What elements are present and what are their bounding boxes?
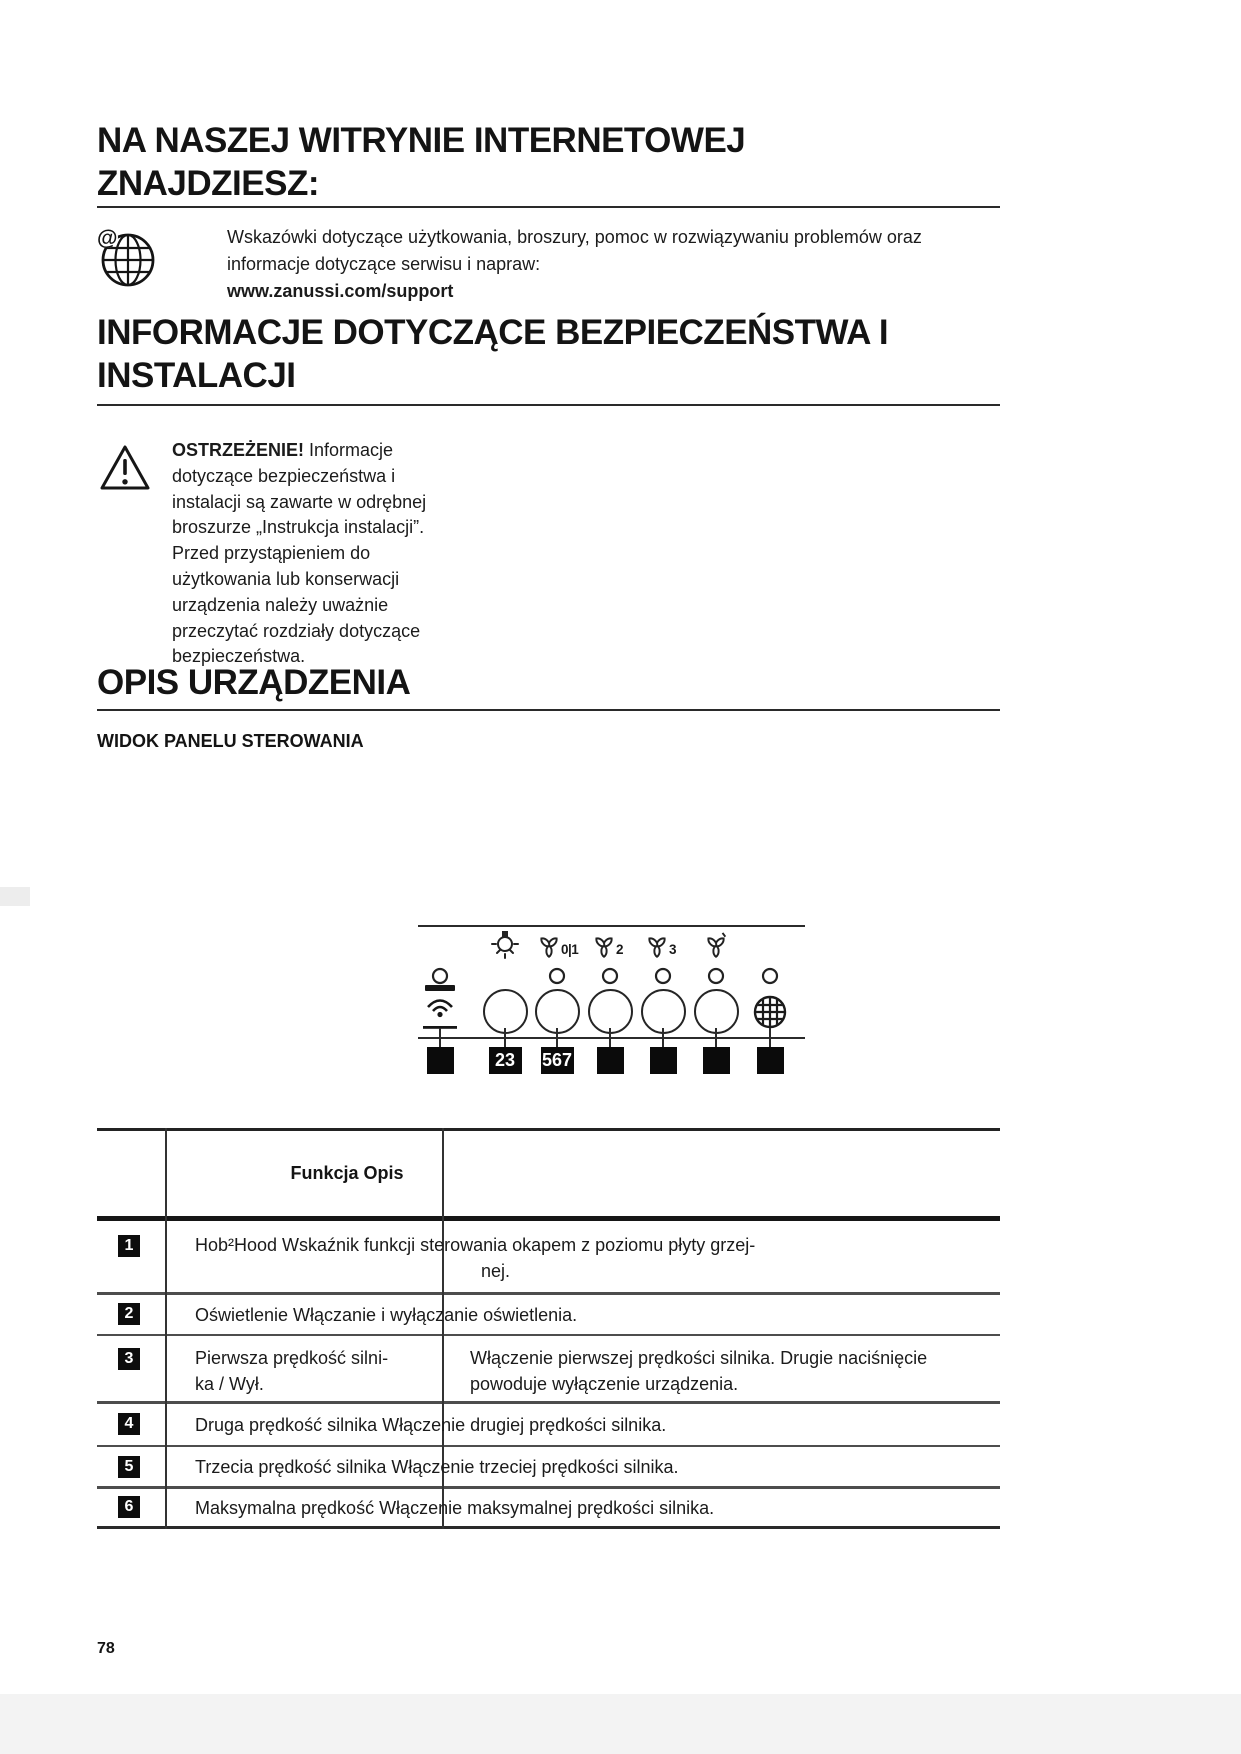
warning-line: użytkowania lub konserwacji [172,568,400,589]
fan-speed2-icon [590,932,623,960]
fan-speed1-label: 0|1 [561,942,579,957]
fan-speed3-icon [643,932,676,960]
fan-speed2-label: 2 [616,942,624,957]
max-speed-led [707,967,725,990]
speed2-led [601,967,619,990]
warning-triangle-icon [99,443,151,498]
callout-square-1 [427,1047,454,1074]
row-description-text: Włączenie pierwszej prędkości silnika. Drugie naciśnięcie powoduje wyłączenie urządzenia. [470,1348,928,1394]
page-number: 78 [97,1640,115,1657]
filter-led [761,967,779,990]
table-header-label: Funkcja Opis [290,1163,404,1183]
fan-max-speed-icon [702,932,730,960]
row-text: Druga prędkość silnika Włączenie drugiej prędkości silnika. [195,1414,667,1435]
table-row [97,1221,1000,1292]
svg-text:@: @ [97,227,118,250]
warning-line: przeczytać rozdziały dotyczące [172,620,421,641]
fan-speed1-icon [535,932,578,960]
title-line: INSTALACJI [97,356,296,395]
table-header-row [97,1131,1000,1216]
callout-line [556,1028,558,1048]
row-number-badge: 3 [118,1348,140,1370]
row-number-badge: 6 [118,1496,140,1518]
section-title-safety [97,311,888,397]
website-info-text [227,224,922,305]
support-url[interactable]: www.zanussi.com/support [227,281,454,301]
row-number-badge: 1 [118,1235,140,1257]
section-title-description: OPIS URZĄDZENIA [97,663,411,702]
warning-text [172,438,426,670]
table-border [97,1526,1000,1529]
light-bulb-icon [489,931,521,966]
row-text: Oświetlenie Włączanie i wyłączanie oświetlenia. [195,1304,578,1325]
table-row [97,1447,1000,1486]
row-number-badge: 2 [118,1303,140,1325]
title-line: NA NASZEJ WITRYNIE INTERNETOWEJ [97,121,746,160]
row-number-badge: 4 [118,1413,140,1435]
control-panel-diagram [418,925,808,1077]
callout-line [662,1028,664,1048]
row-function-text: Pierwsza prędkość silni- ka / Wył. [195,1348,389,1394]
warning-line: instalacji są zawarte w odrębnej [172,491,427,512]
callout-square-2: 23 [489,1047,522,1074]
warning-line: Przed przystąpieniem do [172,543,371,564]
fan-speed3-label: 3 [669,942,677,957]
warning-line: broszurze „Instrukcja instalacji”. [172,517,425,538]
warning-line: dotyczące bezpieczeństwa i [172,465,396,486]
section-divider [97,206,1000,208]
callout-line [715,1028,717,1048]
callout-line [769,1028,771,1048]
callout-line [609,1028,611,1048]
row-text: Hob²Hood Wskaźnik funkcji sterowania okapem z poziomu płyty grzej- nej. [195,1235,756,1281]
speed1-led [548,967,566,990]
globe-at-icon [95,224,155,295]
section-divider [97,709,1000,711]
callout-square-6 [703,1047,730,1074]
row-text: Maksymalna prędkość Włączenie maksymalnej prędkości silnika. [195,1497,715,1518]
callout-line [439,1028,441,1048]
panel-bottom-line [418,1037,805,1039]
table-column-divider [165,1128,167,1529]
warning-keyword: OSTRZEŻENIE! [172,440,305,460]
title-line: INFORMACJE DOTYCZĄCE BEZPIECZEŃSTWA I [97,313,889,352]
warning-line: bezpieczeństwa. [172,646,306,667]
scan-artifact [0,887,30,906]
scan-artifact [0,1694,1241,1754]
table-row [97,1404,1000,1445]
warning-line: OSTRZEŻENIE! Informacje [172,440,394,460]
callout-square-7 [757,1047,784,1074]
row-text: Trzecia prędkość silnika Włączenie trzeciej prędkości silnika. [195,1457,679,1477]
panel-top-line [418,925,805,927]
callout-square-4 [597,1047,624,1074]
section-divider [97,404,1000,406]
callout-square-3: 567 [541,1047,574,1074]
section-title-website [97,119,745,205]
row-number-badge: 5 [118,1456,140,1478]
function-table [97,1128,1000,1529]
title-line: ZNAJDZIESZ: [97,164,319,203]
callout-line [504,1028,506,1048]
speed3-led [654,967,672,990]
control-panel-subtitle: WIDOK PANELU STEROWANIA [97,731,364,751]
table-row [97,1336,1000,1401]
callout-square-5 [650,1047,677,1074]
warning-line: urządzenia należy uważnie [172,594,389,615]
table-row [97,1295,1000,1334]
info-line: informacje dotyczące serwisu i napraw: [227,254,541,274]
table-row [97,1489,1000,1526]
info-line: Wskazówki dotyczące użytkowania, broszury, pomoc w rozwiązywaniu problemów oraz [227,227,922,247]
